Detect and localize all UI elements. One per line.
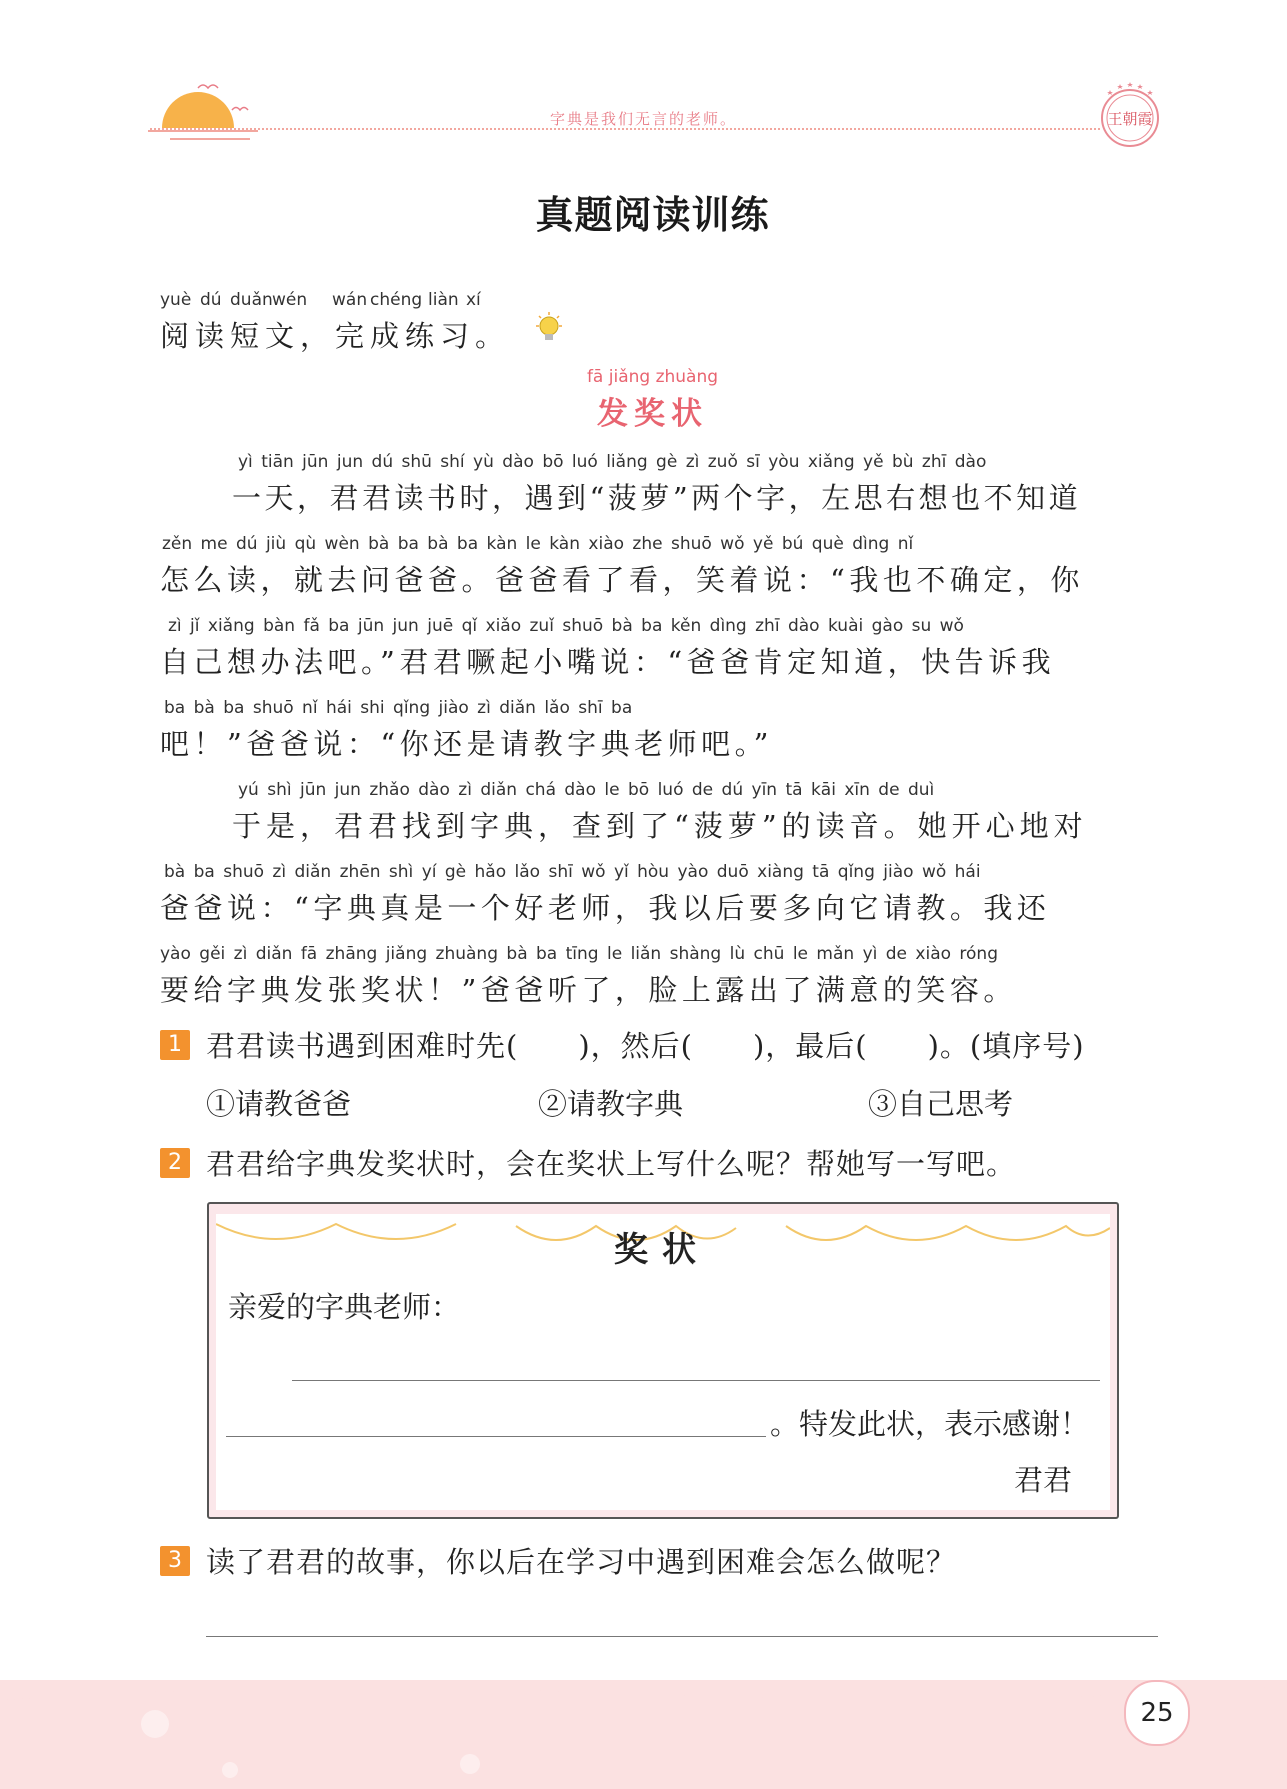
question-number: 2 — [160, 1148, 190, 1178]
pinyin: dú — [200, 290, 222, 310]
question-text: 君君读书遇到困难时先( )，然后( )，最后( )。(填序号) — [206, 1029, 1085, 1063]
pinyin: yú shì jūn jun zhǎo dào zì diǎn chá dào le bō luó de dú yīn tā kāi xīn de duì — [238, 780, 935, 800]
pinyin: liàn — [428, 290, 459, 310]
question-number: 3 — [160, 1546, 190, 1576]
pinyin: chéng — [370, 290, 423, 310]
pinyin: yuè — [160, 290, 192, 310]
pinyin: wén — [272, 290, 308, 310]
option-3: ③自己思考 — [868, 1087, 1014, 1121]
pinyin: ba bà ba shuō nǐ hái shi qǐng jiào zì diǎn lǎo shī ba — [164, 698, 633, 718]
option-2: ②请教字典 — [538, 1087, 684, 1121]
question-text: 君君给字典发奖状时，会在奖状上写什么呢？帮她写一写吧。 — [206, 1147, 1017, 1181]
hanzi: 怎么读，就去问爸爸。爸爸看了看，笑着说：“我也不确定，你 — [160, 563, 1084, 597]
pinyin: zěn me dú jiù qù wèn bà ba bà ba kàn le kàn xiào zhe shuō wǒ yě bú què dìng nǐ — [162, 534, 914, 554]
sun-line — [170, 138, 250, 140]
hanzi: 要给字典发张奖状！”爸爸听了，脸上露出了满意的笑容。 — [160, 973, 1017, 1007]
certificate-greeting: 亲爱的字典老师： — [228, 1290, 461, 1324]
page-number: 25 — [1124, 1680, 1190, 1746]
lightbulb-icon — [534, 312, 564, 346]
hanzi: 自己想办法吧。”君君噘起小嘴说：“爸爸肯定知道，快告诉我 — [160, 645, 1056, 679]
sun-line — [148, 130, 258, 132]
certificate-title: 奖状 — [614, 1230, 710, 1270]
instruction — [160, 290, 560, 353]
question-text: 读了君君的故事，你以后在学习中遇到困难会怎么做呢？ — [206, 1545, 957, 1579]
hanzi: 一天，君君读书时，遇到“菠萝”两个字，左思右想也不知道 — [232, 481, 1082, 515]
answer-line[interactable] — [292, 1380, 1100, 1381]
hanzi: 爸爸说：“字典真是一个好老师，我以后要多向它请教。我还 — [160, 891, 1051, 925]
hanzi: 于是，君君找到字典，查到了“菠萝”的读音。她开心地对 — [232, 809, 1088, 843]
certificate-signature: 君君 — [1014, 1463, 1073, 1497]
page-title: 真题阅读训练 — [535, 193, 770, 237]
author-seal-icon — [1095, 80, 1165, 150]
pinyin: wán — [332, 290, 368, 310]
pinyin: xí — [466, 290, 481, 310]
certificate-closing: 。特发此状，表示感谢！ — [770, 1407, 1090, 1441]
header-motto: 字典是我们无言的老师。 — [549, 110, 737, 128]
answer-line[interactable] — [226, 1436, 766, 1437]
pinyin: bà ba shuō zì diǎn zhēn shì yí gè hǎo lǎo shī wǒ yǐ hòu yào duō xiàng tā qǐng jiào wǒ hái — [164, 862, 981, 882]
option-1: ①请教爸爸 — [206, 1087, 352, 1121]
svg-text:王朝霞: 王朝霞 — [1107, 110, 1153, 128]
pinyin: yào gěi zì diǎn fā zhāng jiǎng zhuàng bà ba tīng le liǎn shàng lù chū le mǎn yì de xiào róng — [160, 944, 999, 964]
pinyin: duǎn — [230, 290, 273, 310]
story-title: 发奖状 — [597, 396, 708, 432]
story-title-pinyin: fā jiǎng zhuàng — [586, 367, 719, 387]
answer-line[interactable] — [206, 1636, 1158, 1637]
pinyin: yì tiān jūn jun dú shū shí yù dào bō luó liǎng gè zì zuǒ sī yòu xiǎng yě bù zhī dào — [238, 452, 987, 472]
footer-wave — [0, 1680, 1287, 1789]
question-number: 1 — [160, 1030, 190, 1060]
hanzi: 吧！”爸爸说：“你还是请教字典老师吧。” — [160, 727, 773, 761]
instruction-text: 阅读短文，完成练习。 — [160, 319, 511, 353]
pinyin: zì jǐ xiǎng bàn fǎ ba jūn jun juē qǐ xiǎo zuǐ shuō bà ba kěn dìng zhī dào kuài gào su wǒ — [168, 616, 964, 636]
